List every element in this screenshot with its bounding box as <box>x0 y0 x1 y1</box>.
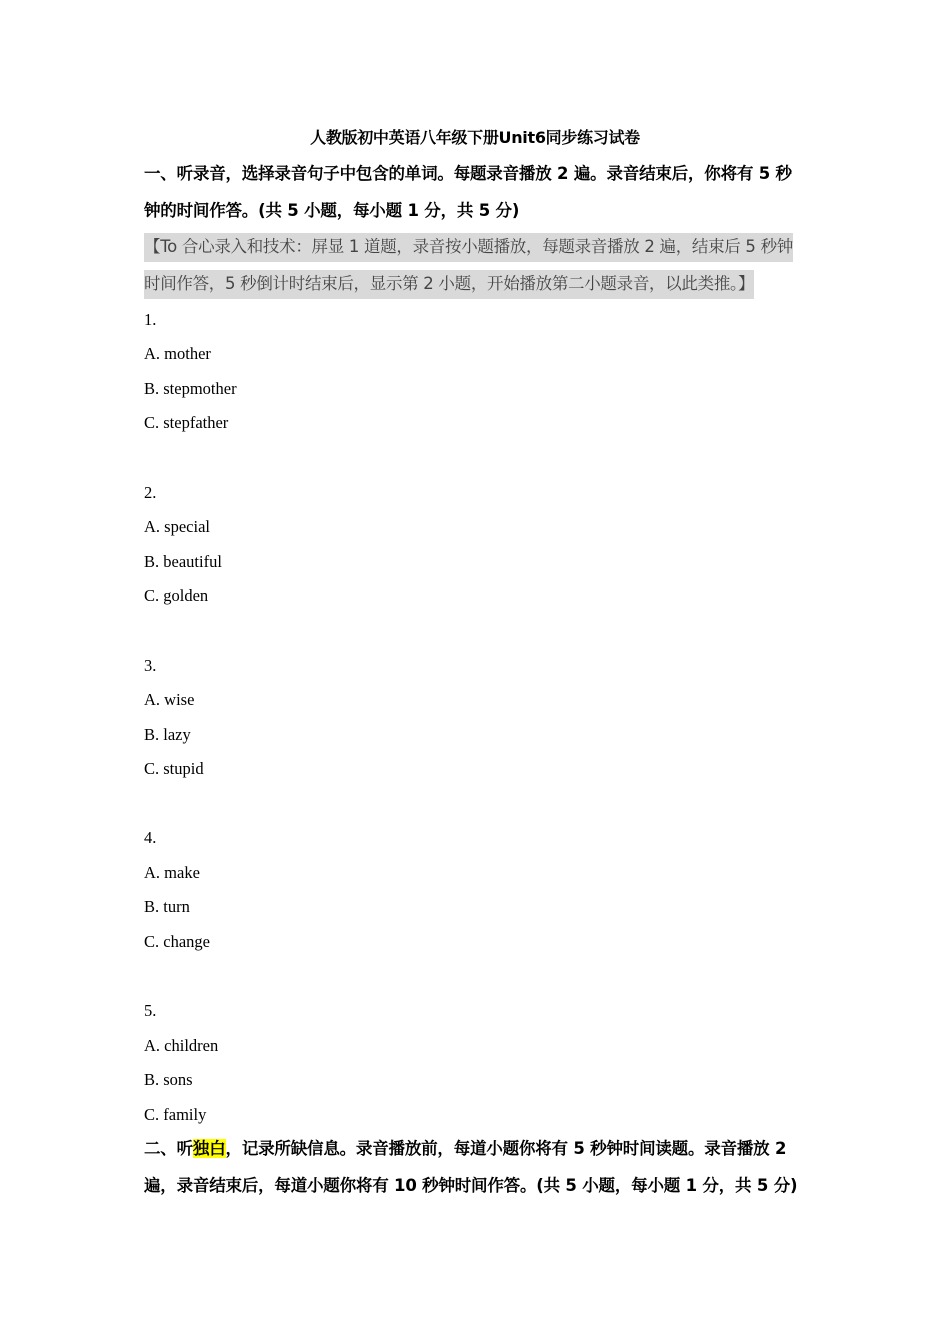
question-5-number: 5. <box>144 1001 157 1020</box>
question-1-option-b: B. stepmother <box>144 379 237 398</box>
question-4-option-b: B. turn <box>144 897 190 916</box>
question-4-option-c: C. change <box>144 932 210 951</box>
section-2-rest: ，记录所缺信息。录音播放前，每道小题你将有 5 秒钟时间读题。录音播放 2 遍，录音结束后，每道小题你将有 10 秒钟时间作答。(共 5 小题，每小题 1 分，共 5 分) <box>144 1139 798 1195</box>
section-1-heading: 一、听录音，选择录音句子中包含的单词。每题录音播放 2 遍。录音结束后，你将有 5 秒钟的时间作答。(共 5 小题，每小题 1 分，共 5 分) <box>144 164 792 220</box>
technical-note-text: 【To 合心录入和技术：屏显 1 道题，录音按小题播放，每题录音播放 2 遍，结束后 5 秒钟时间作答，5 秒倒计时结束后，显示第 2 小题，开始播放第二小题录音，以此类推。】 <box>144 233 793 299</box>
section-2-prefix: 二、听 <box>144 1139 193 1158</box>
question-3-option-b: B. lazy <box>144 725 191 744</box>
document-title: 人教版初中英语八年级下册Unit6同步练习试卷 <box>310 128 640 147</box>
question-3-option-a: A. wise <box>144 690 195 709</box>
question-2-number: 2. <box>144 483 157 502</box>
section-2-highlight: 独白 <box>192 1139 226 1158</box>
question-1-option-c: C. stepfather <box>144 413 229 432</box>
question-1-number: 1. <box>144 310 157 329</box>
question-5-option-c: C. family <box>144 1105 207 1124</box>
question-2-option-b: B. beautiful <box>144 552 222 571</box>
question-2-option-c: C. golden <box>144 586 209 605</box>
question-3-option-c: C. stupid <box>144 759 204 778</box>
question-5-option-a: A. children <box>144 1036 219 1055</box>
question-4-option-a: A. make <box>144 863 200 882</box>
question-5-option-b: B. sons <box>144 1070 193 1089</box>
question-2-option-a: A. special <box>144 517 210 536</box>
question-3-number: 3. <box>144 656 157 675</box>
question-4-number: 4. <box>144 828 157 847</box>
question-1-option-a: A. mother <box>144 344 211 363</box>
section-2-heading <box>144 1130 808 1204</box>
technical-note <box>144 228 808 302</box>
